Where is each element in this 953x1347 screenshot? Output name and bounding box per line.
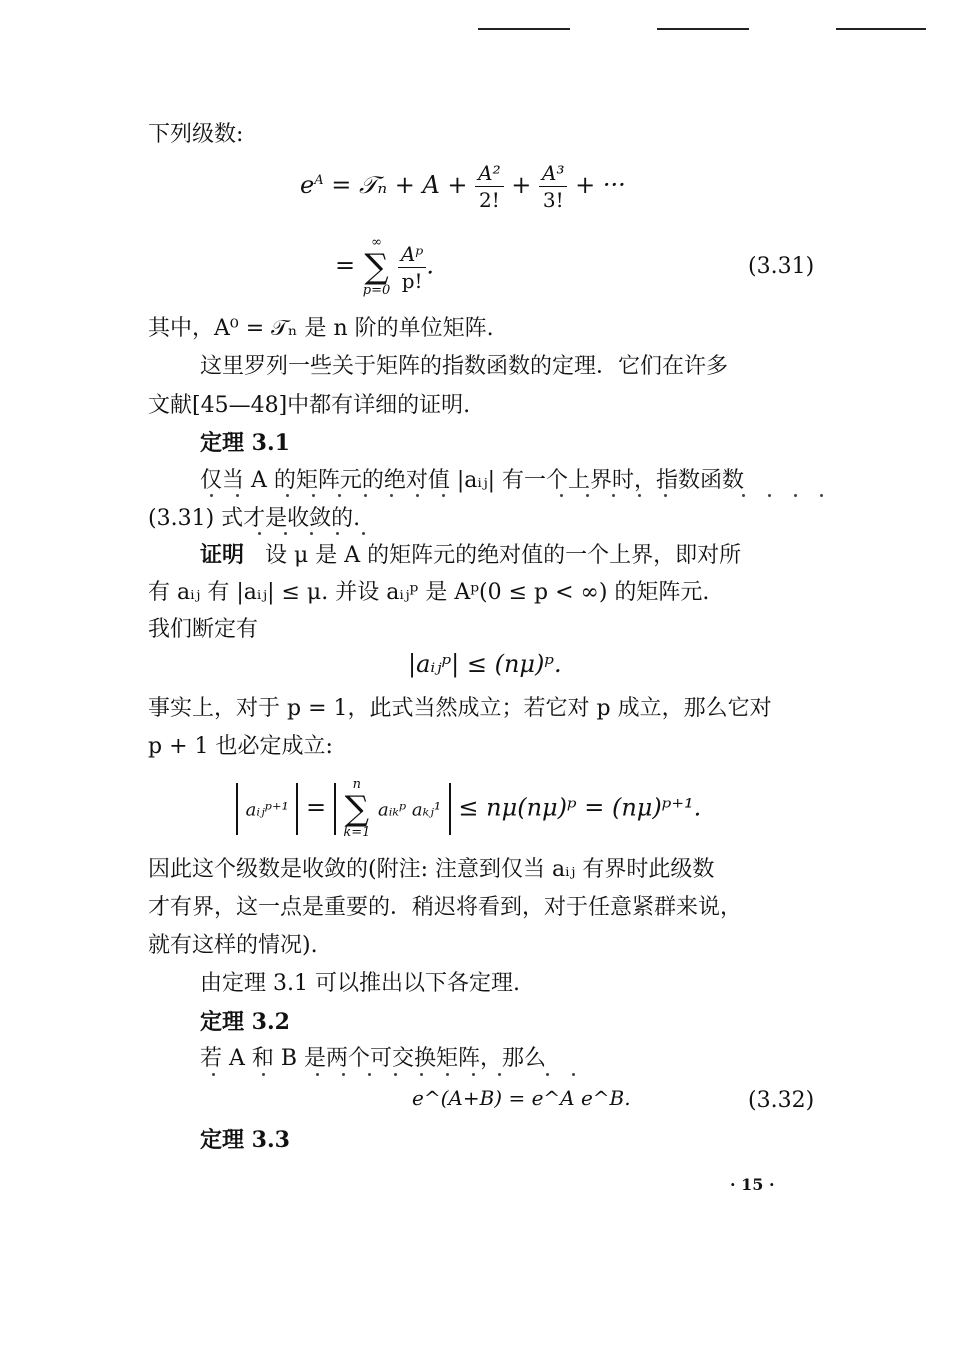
- text-line: 事实上，对于 p = 1，此式当然成立；若它对 p 成立，那么它对: [148, 696, 772, 721]
- emphasis-dot: [768, 494, 771, 497]
- fraction: $\frac{\text{A²}}{2!}$: [475, 160, 503, 213]
- theorem-statement: 仅当 A 的矩阵元的绝对值 |aᵢⱼ| 有一个上界时，指数函数: [200, 468, 745, 493]
- text-line: 有 aᵢⱼ 有 |aᵢⱼ| ≤ μ. 并设 aᵢⱼᵖ 是 Aᵖ(0 ≤ p < ∞) 的矩阵元.: [148, 580, 710, 605]
- emphasis-dot: [416, 494, 419, 497]
- text-line: 这里罗列一些关于矩阵的指数函数的定理．它们在许多: [200, 354, 729, 379]
- theorem-statement: (3.31) 式才是收敛的.: [148, 506, 361, 531]
- fraction: $\frac{\text{Aᵖ}}{p!}$: [398, 241, 426, 294]
- fraction: $\frac{\text{A³}}{3!}$: [539, 160, 567, 213]
- abs-bar: [236, 783, 238, 835]
- emphasis-dot: [336, 532, 339, 535]
- theorem-heading: 定理 3.3: [200, 1127, 290, 1153]
- equation-exponential-series: $e^A$ = 𝒯ₙ + A + $\frac{\text{A²}}{2!}$ + $\frac{\text{A³}}{3!}$ + ···: [300, 161, 626, 212]
- text-line: 其中，A⁰ = 𝒯ₙ 是 n 阶的单位矩阵.: [148, 316, 494, 341]
- proof-label: 证明: [200, 542, 245, 568]
- summation-symbol: ∞ ∑ p=0: [362, 235, 391, 298]
- emphasis-dot: [368, 1073, 371, 1076]
- header-rule: [657, 28, 749, 30]
- emphasis-dot: [742, 494, 745, 497]
- text-line: 因此这个级数是收敛的(附注: 注意到仅当 aᵢⱼ 有界时此级数: [148, 857, 715, 882]
- emphasis-dot: [362, 532, 365, 535]
- emphasis-dot: [310, 532, 313, 535]
- emphasis-dot: [820, 494, 823, 497]
- text-line: 就有这样的情况).: [148, 933, 318, 958]
- emphasis-dot: [442, 494, 445, 497]
- emphasis-dot: [316, 1073, 319, 1076]
- equation-bound: |aᵢⱼᵖ| ≤ (nμ)ᵖ.: [408, 650, 562, 678]
- emphasis-dot: [472, 1073, 475, 1076]
- emphasis-dot: [236, 494, 239, 497]
- emphasis-dot: [446, 1073, 449, 1076]
- emphasis-dot: [612, 494, 615, 497]
- emphasis-dot: [586, 494, 589, 497]
- emphasis-dot: [664, 494, 667, 497]
- emphasis-dot: [284, 532, 287, 535]
- emphasis-dot: [262, 1073, 265, 1076]
- emphasis-dot: [794, 494, 797, 497]
- text-line: 由定理 3.1 可以推出以下各定理.: [200, 971, 520, 996]
- equation-number: (3.32): [748, 1088, 815, 1113]
- proof-line: [200, 540, 741, 571]
- emphasis-dot: [394, 1073, 397, 1076]
- equation-induction: aᵢⱼᵖ⁺¹ = n ∑ k=1 aᵢₖᵖ aₖⱼ¹ ≤ nμ(nμ)ᵖ = (nμ)ᵖ⁺¹.: [236, 778, 701, 840]
- theorem-heading: 定理 3.1: [200, 430, 290, 456]
- emphasis-dot: [498, 1073, 501, 1076]
- theorem-statement: 若 A 和 B 是两个可交换矩阵，那么: [200, 1046, 547, 1071]
- emphasis-dot: [210, 494, 213, 497]
- emphasis-dot: [560, 494, 563, 497]
- emphasis-dot: [546, 1073, 549, 1076]
- text-line: 文献[45—48]中都有详细的证明.: [148, 393, 471, 418]
- theorem-heading: 定理 3.2: [200, 1009, 290, 1035]
- summation-symbol: n ∑ k=1: [343, 777, 371, 840]
- equation-number: (3.31): [748, 254, 815, 279]
- abs-bar: [296, 783, 298, 835]
- text-line: 才有界，这一点是重要的．稍迟将看到，对于任意紧群来说，: [148, 895, 743, 920]
- emphasis-dot: [420, 1073, 423, 1076]
- equation-commuting-exponential: e^(A+B) = e^A e^B.: [412, 1086, 631, 1110]
- emphasis-dot: [312, 494, 315, 497]
- emphasis-dot: [338, 494, 341, 497]
- equation-sum-form: = ∞ ∑ p=0 $\frac{\text{Aᵖ}}{p!}$ .: [335, 235, 434, 298]
- emphasis-dot: [572, 1073, 575, 1076]
- emphasis-dot: [258, 532, 261, 535]
- header-rule: [478, 28, 570, 30]
- abs-bar: [334, 783, 336, 835]
- text-line: 我们断定有: [148, 617, 259, 642]
- abs-bar: [449, 783, 451, 835]
- emphasis-dot: [342, 1073, 345, 1076]
- header-rule: [836, 28, 926, 30]
- text-line: 下列级数:: [148, 122, 244, 147]
- emphasis-dot: [212, 1073, 215, 1076]
- emphasis-dot: [364, 494, 367, 497]
- emphasis-dot: [390, 494, 393, 497]
- emphasis-dot: [638, 494, 641, 497]
- proof-text: 设 μ 是 A 的矩阵元的绝对值的一个上界，即对所: [265, 543, 742, 568]
- page-number: · 15 ·: [730, 1175, 775, 1194]
- text-line: p + 1 也必定成立:: [148, 734, 333, 759]
- emphasis-dot: [286, 494, 289, 497]
